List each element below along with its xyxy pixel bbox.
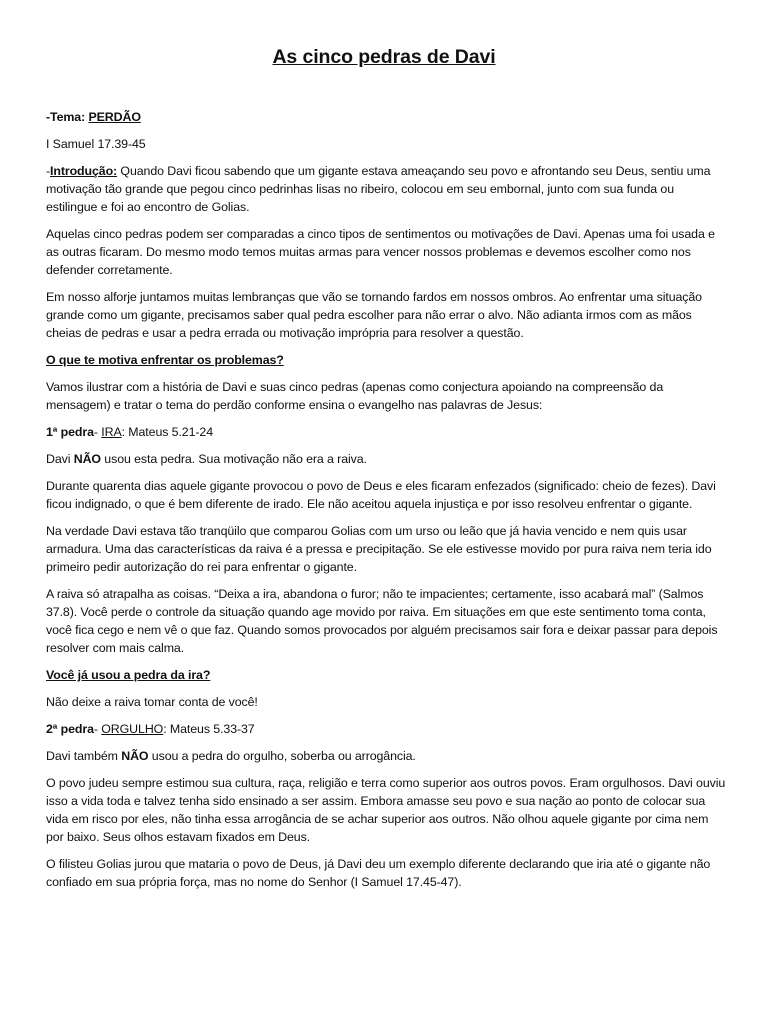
stone2-line-bold: NÃO: [121, 749, 149, 763]
stone2-heading: [46, 720, 726, 738]
stone1-line-post: usou esta pedra. Sua motivação não era a raiva.: [100, 452, 367, 466]
stone2-ref: : Mateus 5.33-37: [163, 722, 255, 736]
stone2-line-post: usou a pedra do orgulho, soberba ou arrogância.: [148, 749, 416, 763]
theme-line: [46, 108, 726, 126]
document-body: [46, 108, 726, 891]
stone1-line-pre: Davi: [46, 452, 74, 466]
theme-prefix: -Tema:: [46, 110, 89, 124]
heading-ira-question: Você já usou a pedra da ira?: [46, 668, 211, 682]
theme-value: PERDÃO: [88, 110, 141, 124]
heading-motiva: O que te motiva enfrentar os problemas?: [46, 353, 284, 367]
paragraph-tranquilo: Na verdade Davi estava tão tranqüilo que comparou Golias com um urso ou leão que já havia vencido e nem quis usar armadura. Uma das características da raiva é a pressa e precipitação. Se ele estivesse movido por pura raiva nem teria ido primeiro pedir autorização do rei para enfrentar o gigante.: [46, 524, 712, 574]
paragraph-alforje: Em nosso alforje juntamos muitas lembranças que vão se tornando fardos em nossos ombros. Ao enfrentar uma situação grande como um gigante, precisamos saber qual pedra escolher para não errar o alvo. Não adianta irmos com as mãos cheias de pedras e usar a pedra errada ou motivação imprópria para resolver a questão.: [46, 290, 702, 340]
intro-text: Quando Davi ficou sabendo que um gigante estava ameaçando seu povo e afrontando seu Deus, sentiu uma motivação tão grande que pegou cinco pedrinhas lisas no ribeiro, colocou em seu embornal, junto com sua funda ou estilingue e foi ao encontro de Golias.: [46, 164, 711, 214]
stone2-name: ORGULHO: [101, 722, 164, 736]
paragraph-filisteu: O filisteu Golias jurou que mataria o povo de Deus, já Davi deu um exemplo diferente declarando que iria até o gigante não confiado em sua própria força, mas no nome do Senhor (I Samuel 17.45-47).: [46, 857, 711, 889]
stone1-line-bold: NÃO: [73, 452, 101, 466]
stone2-line-pre: Davi também: [46, 749, 122, 763]
page-title: As cinco pedras de Davi: [272, 46, 496, 68]
stone1-ref: : Mateus 5.21-24: [121, 425, 213, 439]
stone1-sep: -: [93, 425, 102, 439]
stone2-sep: -: [93, 722, 102, 736]
stone1-statement: [46, 450, 726, 468]
stone1-label: 1ª pedra: [46, 425, 94, 439]
stone2-label: 2ª pedra: [46, 722, 94, 736]
paragraph-povo: O povo judeu sempre estimou sua cultura, raça, religião e terra como superior aos outros povos. Eram orgulhosos. Davi ouviu isso a vida toda e talvez tenha sido ensinado a ser assim. Embora amasse seu povo e sua nação ao ponto de colocar sua vida em risco por eles, não tinha essa arrogância de se achar superior aos outros. Não olhou aquele gigante por cima nem por baixo. Seus olhos estavam fixados em Deus.: [46, 776, 726, 844]
paragraph-aquelas: Aquelas cinco pedras podem ser comparadas a cinco tipos de sentimentos ou motivações de Davi. Apenas uma foi usada e as outras ficaram. Do mesmo modo temos muitas armas para vencer nossos problemas e devemos escolher como nos defender corretamente.: [46, 227, 715, 277]
bible-reference: I Samuel 17.39-45: [46, 137, 146, 151]
intro-paragraph: [46, 162, 726, 216]
stone1-name: IRA: [101, 425, 122, 439]
paragraph-advice: Não deixe a raiva tomar conta de você!: [46, 695, 258, 709]
paragraph-quarenta: Durante quarenta dias aquele gigante provocou o povo de Deus e eles ficaram enfezados (significado: cheio de fezes). Davi ficou indignado, o que é bem diferente de irado. Ele não aceitou aquela injustiça e por isso resolveu enfrentar o gigante.: [46, 479, 716, 511]
stone1-heading: [46, 423, 726, 441]
stone2-statement: [46, 747, 726, 765]
intro-label: Introdução:: [50, 164, 118, 178]
intro-dash: -: [46, 164, 51, 178]
paragraph-ilustrar: Vamos ilustrar com a história de Davi e suas cinco pedras (apenas como conjectura apoiando na compreensão da mensagem) e tratar o tema do perdão conforme ensina o evangelho nas palavras de Jesus:: [46, 380, 664, 412]
paragraph-raiva: A raiva só atrapalha as coisas. “Deixa a ira, abandona o furor; não te impacientes; certamente, isso acabará mal” (Salmos 37.8). Você perde o controle da situação quando age movido por raiva. Em situações em que este sentimento toma conta, você fica cego e nem vê o que faz. Quando somos provocados por alguém precisamos sair fora e deixar passar para depois resolver com mais calma.: [46, 587, 718, 655]
